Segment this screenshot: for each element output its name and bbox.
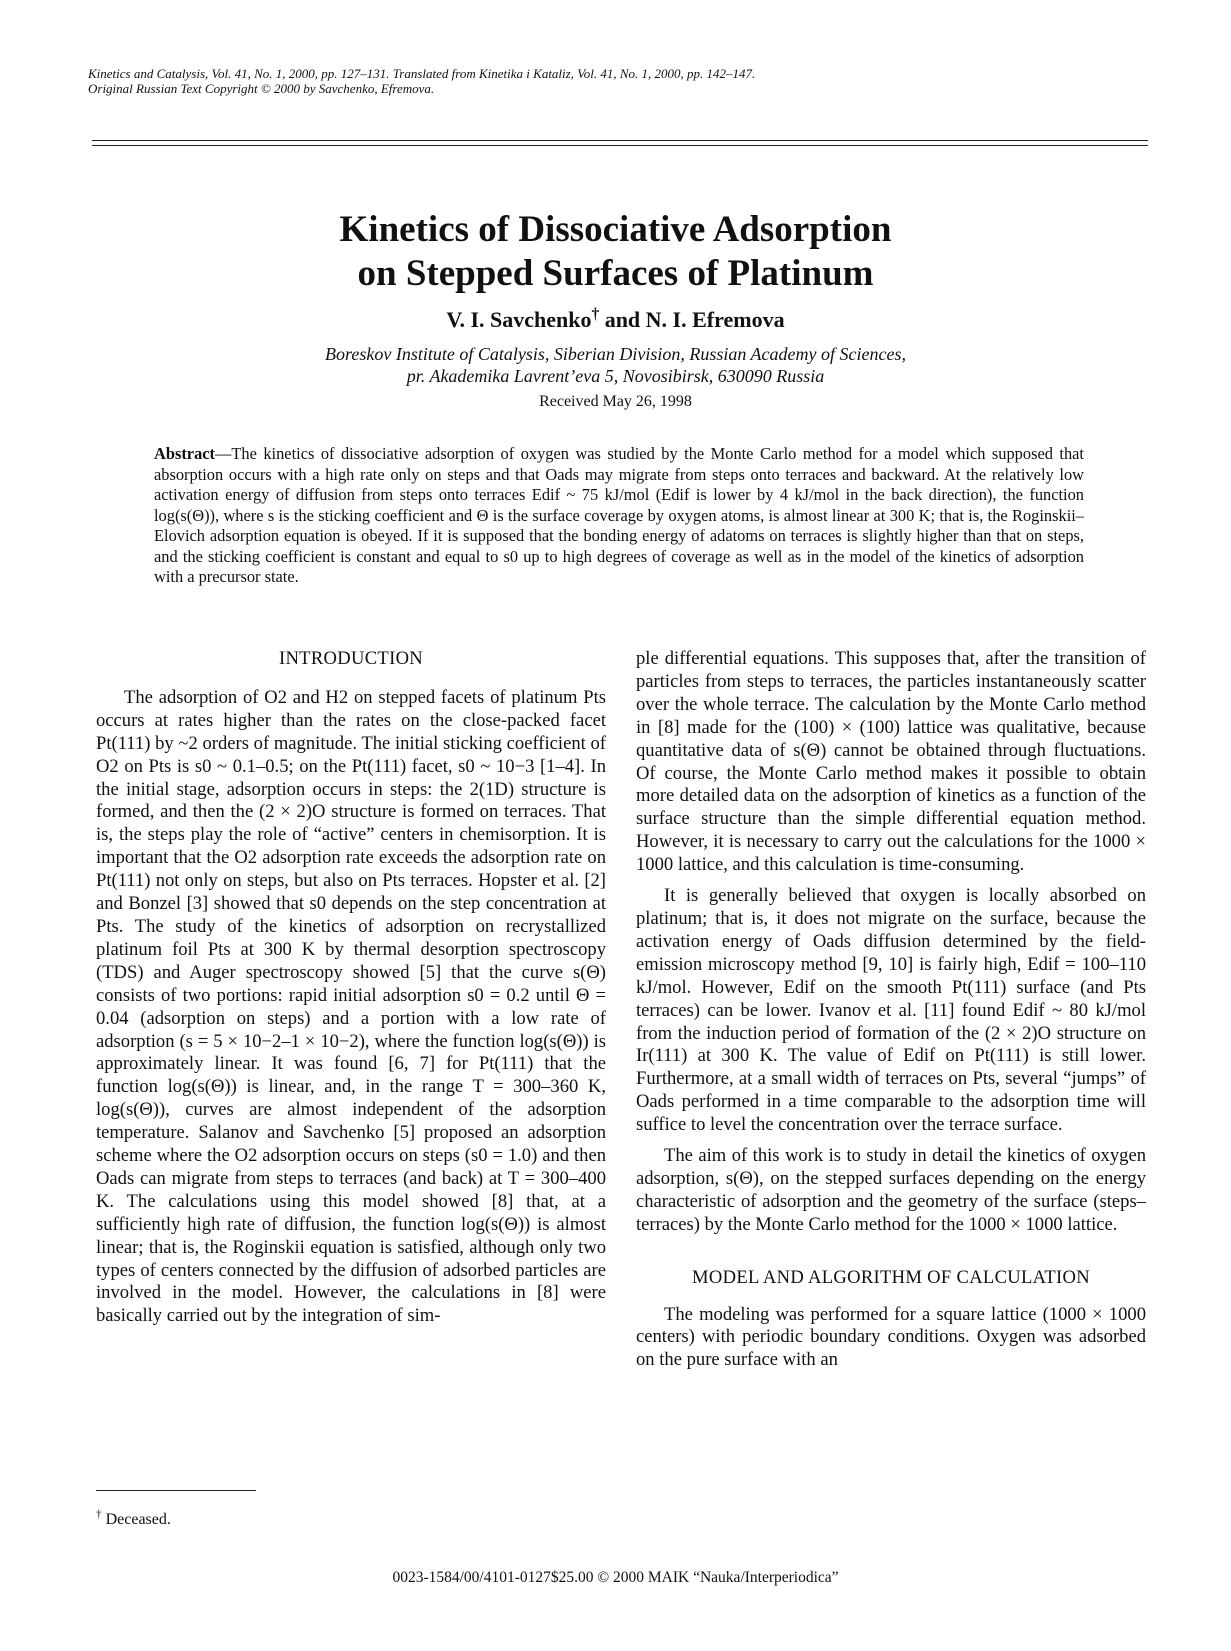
received-date: Received May 26, 1998 — [539, 393, 692, 410]
journal-header — [88, 66, 1148, 96]
header-copyright: Original Russian Text Copyright © 2000 by Savchenko, Efremova. — [88, 81, 435, 96]
affiliation-line-2: pr. Akademika Lavrent’eva 5, Novosibirsk, 630090 Russia — [406, 366, 825, 386]
introduction-paragraph-1: The adsorption of O2 and H2 on stepped facets of platinum Pts occurs at rates higher than the rates on the close-packed facet Pt(111) by ~2 orders of magnitude. The initial sticking coefficient of O2 on Pts is s0 ~ 0.1–0.5; on the Pt(111) facet, s0 ~ 10−3 [1–4]. In the initial stage, adsorption occurs in steps: the 2(1D) structure is formed, and then the (2 × 2)O structure is formed on terraces. That is, the steps play the role of “active” centers in chemisorption. It is important that the O2 adsorption rate exceeds the adsorption rate on Pt(111) not only on steps, but also on Pts terraces. Hopster et al. [2] and Bonzel [3] showed that s0 depends on the step concentration at Pts. The study of the kinetics of adsorption on recrystallized platinum foil Pts at 300 K by thermal desorption spectroscopy (TDS) and Auger spectroscopy showed [5] that the curve s(Θ) consists of two portions: rapid initial adsorption s0 = 0.2 until Θ = 0.04 (adsorption on steps) and a portion with a low rate of adsorption (s = 5 × 10−2–1 × 10−2), where the function log(s(Θ)) is approximately linear. It was found [6, 7] for Pt(111) that the function log(s(Θ)) is linear, and, in the range T = 300–360 K, log(s(Θ)), curves are almost independent of the adsorption temperature. Salanov and Savchenko [5] proposed an adsorption scheme where the O2 adsorption occurs on steps (s0 = 1.0) and then Oads can migrate from steps to terraces (and back) at T = 300–400 K. The calculations using this model showed [8] that, at a sufficiently high rate of diffusion, the function log(s(Θ)) is almost linear; that is, the Roginskii equation is satisfied, although only two types of centers connected by the diffusion of adsorbed particles are involved in the model. However, the calculations in [8] were basically carried out by the integration of sim- — [96, 686, 606, 1327]
model-paragraph-1: The modeling was performed for a square lattice (1000 × 1000 centers) with periodic boundary conditions. Oxygen was adsorbed on the pure surface with an — [636, 1303, 1146, 1371]
footnote-rule — [96, 1490, 256, 1491]
abstract-text: —The kinetics of dissociative adsorption of oxygen was studied by the Monte Carlo method for a model which supposed that absorption occurs with a high rate only on steps and that Oads may migrate from steps onto terraces and backward. At the relatively low activation energy of diffusion from steps onto terraces Edif ~ 75 kJ/mol (Edif is lower by 4 kJ/mol in the back direction), the function log(s(Θ)), where s is the sticking coefficient and Θ is the surface coverage by oxygen atoms, is almost linear at 300 K; that is, the Roginskii–Elovich adsorption equation is obeyed. If it is supposed that the bonding energy of adatoms on terraces is slightly higher than that on steps, and the sticking coefficient is constant and equal to s0 up to high degrees of coverage as well as in the model of the kinetics of adsorption with a precursor state. — [154, 444, 1084, 586]
title-line-2: on Stepped Surfaces of Platinum — [357, 253, 874, 294]
affiliation-line-1: Boreskov Institute of Catalysis, Siberian Division, Russian Academy of Sciences, — [325, 344, 906, 364]
right-paragraph-3: The aim of this work is to study in detail the kinetics of oxygen adsorption, s(Θ), on the stepped surfaces depending on the energy characteristic of adsorption and the geometry of the surface (steps–terraces) by the Monte Carlo method for the 1000 × 1000 lattice. — [636, 1145, 1146, 1235]
right-paragraph-1: ple differential equations. This supposes that, after the transition of particles from steps to terraces, the particles instantaneously scatter over the whole terrace. The calculation by the Monte Carlo method in [8] made for the (100) × (100) lattice was qualitative, because quantitative data of s(Θ) cannot be obtained through fluctuations. Of course, the Monte Carlo method makes it possible to obtain more detailed data on the adsorption of kinetics as a function of the surface structure than the simple differential equation method. However, it is necessary to carry out the calculations for the 1000 × 1000 lattice, and this calculation is time-consuming. — [636, 648, 1146, 876]
right-paragraph-2: It is generally believed that oxygen is locally absorbed on platinum; that is, it does not migrate on the surface, because the activation energy of Oads diffusion determined by the field-emission microscopy method [9, 10] is fairly high, Edif = 100–110 kJ/mol. However, Edif on the smooth Pt(111) surface (and Pts terraces) can be lower. Ivanov et al. [11] found Edif ~ 80 kJ/mol from the induction period of formation of the (2 × 2)O structure on Ir(111) at 300 K. The value of Edif on Pt(111) is still lower. Furthermore, at a small width of terraces on Pts, several “jumps” of Oads performed in a time comparable to the adsorption time will suffice to level the concentration over the terrace surface. — [636, 885, 1146, 1136]
authors-and: and — [599, 307, 646, 332]
authors — [0, 307, 1231, 333]
section-heading-model: MODEL AND ALGORITHM OF CALCULATION — [692, 1266, 1090, 1288]
header-citation: Kinetics and Catalysis, Vol. 41, No. 1, 2000, pp. 127–131. Translated from Kinetika i Kataliz, Vol. 41, No. 1, 2000, pp. 142–147. — [88, 66, 756, 81]
affiliation — [0, 343, 1231, 387]
page-footer: 0023-1584/00/4101-0127$25.00 © 2000 MAIK “Nauka/Interperiodica” — [392, 1569, 839, 1586]
deceased-mark: † — [591, 305, 600, 323]
article-title — [0, 208, 1231, 296]
abstract — [154, 444, 1084, 588]
right-column — [636, 648, 1146, 1372]
footnote — [96, 1510, 171, 1530]
section-heading-introduction: INTRODUCTION — [278, 648, 424, 669]
left-column — [96, 648, 606, 1328]
author-1: V. I. Savchenko — [446, 307, 592, 332]
footnote-mark: † — [96, 1508, 102, 1521]
footnote-text: Deceased. — [101, 1511, 171, 1528]
header-rule — [92, 140, 1148, 146]
author-2: N. I. Efremova — [645, 307, 785, 332]
abstract-label: Abstract — [154, 444, 215, 463]
title-line-1: Kinetics of Dissociative Adsorption — [339, 209, 892, 250]
